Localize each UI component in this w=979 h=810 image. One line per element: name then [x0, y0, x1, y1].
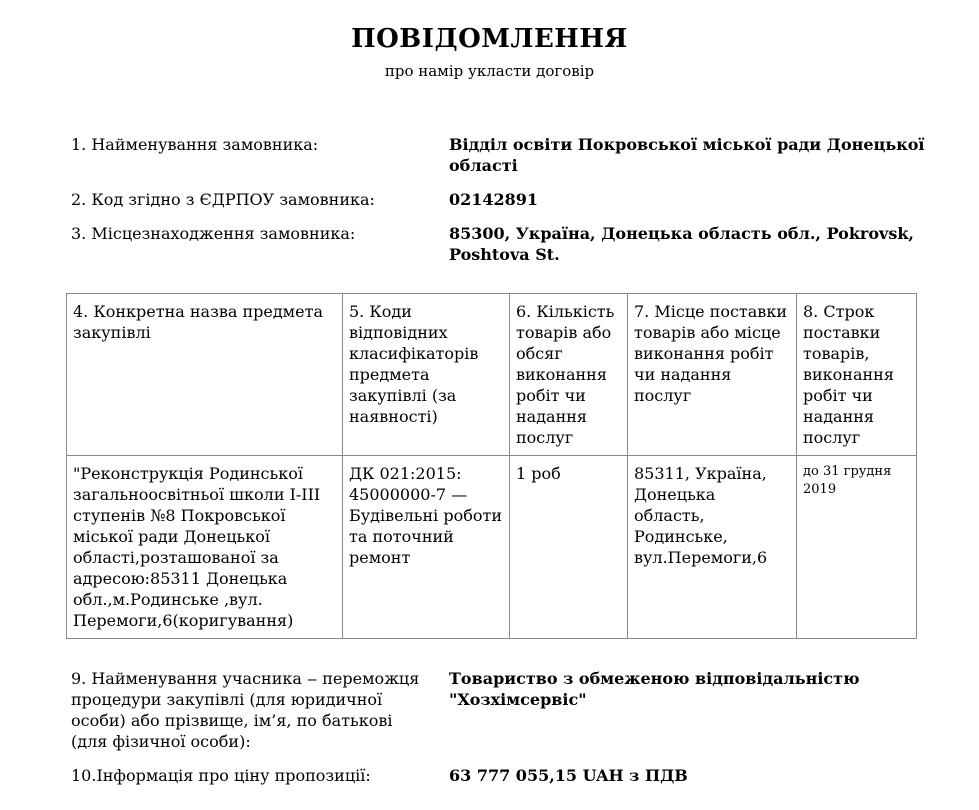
header-cell: 8. Строк поставки товарів, виконання робіт чи надання послуг	[797, 294, 917, 456]
header-cell: 7. Місце поставки товарів або місце виконання робіт чи надання послуг	[628, 294, 797, 456]
page-title: ПОВІДОМЛЕННЯ	[351, 24, 628, 54]
table-cell: "Реконструкція Родинської загальноосвітньої школи І-ІІІ ступенів №8 Покровської міської ради Донецької області,розташованої за адресою:85311 Донецька обл.,м.Родинське ,вул. Перемоги,6(коригування)	[67, 456, 343, 639]
field-value: 63 777 055,15 UAH з ПДВ	[449, 766, 688, 785]
field-value: 85300, Україна, Донецька область обл., Pokrovsk, Poshtova St.	[449, 224, 914, 264]
procurement-table	[66, 293, 917, 639]
field-label: 1. Найменування замовника:	[71, 135, 319, 154]
field-value: 02142891	[449, 190, 539, 209]
field-label: 3. Місцезнаходження замовника:	[71, 224, 356, 243]
page-subtitle: про намір укласти договір	[384, 62, 595, 80]
table-cell: 1 роб	[510, 456, 628, 639]
table-cell: 85311, Україна, Донецька область, Родинське, вул.Перемоги,6	[628, 456, 797, 639]
header-cell: 6. Кількість товарів або обсяг виконання робіт чи надання послуг	[510, 294, 628, 456]
header-cell: 5. Коди відповідних класифікаторів предмета закупівлі (за наявності)	[343, 294, 510, 456]
field-label: 2. Код згідно з ЄДРПОУ замовника:	[71, 190, 375, 209]
field-value: Товариство з обмеженою відповідальністю "Хозхімсервіс"	[449, 669, 860, 709]
table-cell: до 31 грудня 2019	[797, 456, 917, 639]
field-label: 10.Інформація про ціну пропозиції:	[71, 766, 371, 785]
field-label: 9. Найменування учасника ‒ переможця процедури закупівлі (для юридичної особи) або прізвище, ім’я, по батькові (для фізичної особи):	[71, 669, 420, 751]
table-row	[67, 456, 917, 639]
header-cell: 4. Конкретна назва предмета закупівлі	[67, 294, 343, 456]
table-cell: ДК 021:2015: 45000000-7 — Будівельні роботи та поточний ремонт	[343, 456, 510, 639]
field-value: Відділ освіти Покровської міської ради Донецької області	[449, 135, 925, 175]
table-header-row	[67, 294, 917, 456]
